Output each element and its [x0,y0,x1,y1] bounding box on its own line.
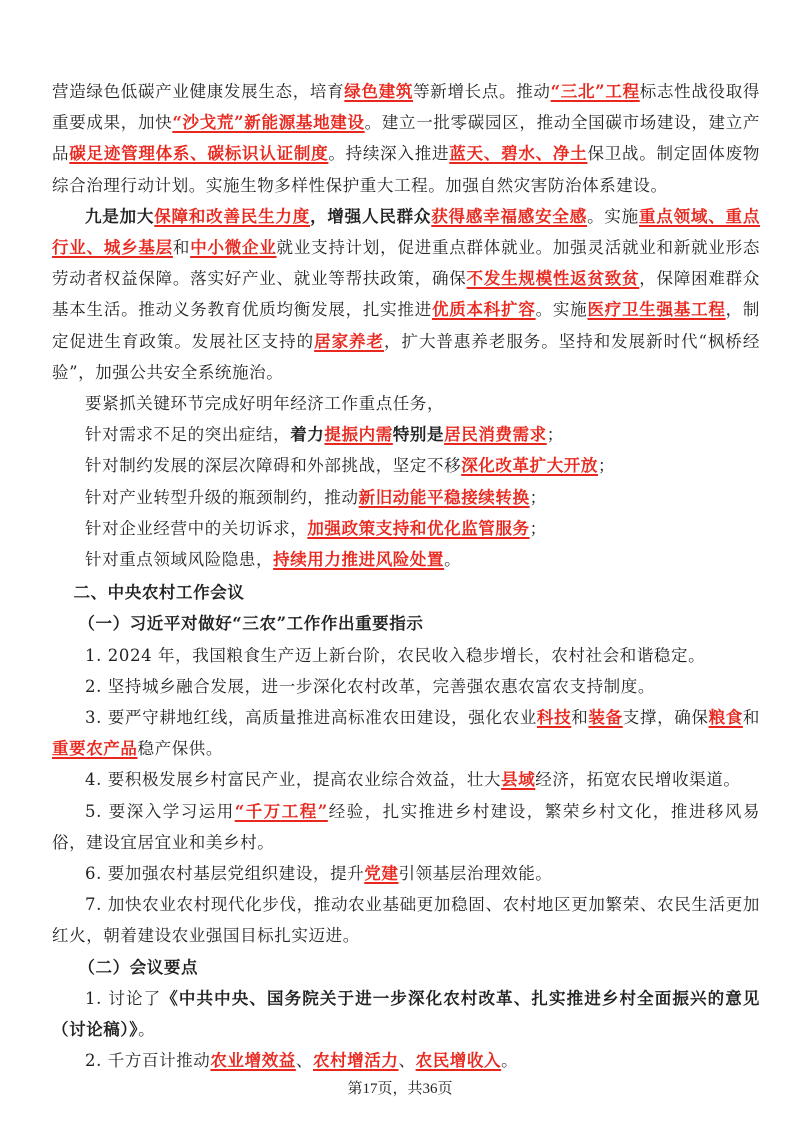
paragraph-reform-opening [52,450,760,481]
highlighted-phrase: 农民增收入 [415,1051,502,1071]
highlighted-phrase: 粮食 [708,708,743,728]
text-run: 。 [501,1051,519,1071]
highlighted-phrase: 医疗卫生强基工程 [587,300,726,320]
list-item [52,858,760,889]
text-run: ； [529,518,547,538]
text-run: 。持续深入推进 [328,144,450,164]
paragraph-enterprise-support [52,513,760,544]
text-run: 。实施 [587,206,639,226]
bold-phrase: 特别是 [392,425,445,445]
text-run: 经济，拓宽农民增收渠道。 [535,770,741,790]
highlighted-phrase: 装备 [588,708,623,728]
text-run: 。 [138,1020,156,1040]
text-run: 针对制约发展的深层次障碍和外部挑战，坚定不移 [85,456,462,476]
highlighted-phrase: 不发生规模性返贫致贫 [466,269,640,289]
list-item: 1. 2024 年，我国粮食生产迈上新台阶，农民收入稳步增长，农村社会和谐稳定。 [85,645,706,665]
text-run: 。 [444,550,462,570]
list-item [52,796,760,858]
highlighted-phrase: “沙戈荒”新能源基地建设 [172,113,365,133]
text-run: ，制定促进生育政策。发展社区支持的 [52,300,760,351]
text-run: 针对产业转型升级的瓶颈制约，推动 [85,487,359,507]
text-run: ，保障困难群众基本生活。推动义务教育优质均衡发展，扎实推进 [52,269,761,320]
highlighted-phrase: 科技 [536,708,572,728]
text-run: 5. 要深入学习运用 [85,801,235,821]
text-run: 标志性战役取得重要成果，加快 [52,82,761,133]
highlighted-phrase: 农村增活力 [313,1051,399,1071]
text-run: 和 [742,708,760,728]
text-run: 就业支持计划，促进重点群体就业。加强灵活就业和新就业形态劳动者权益保障。落实好产业、就业等帮扶政策，确保 [52,238,760,289]
subsection-heading-instructions: （一）习近平对做好“三农”工作作出重要指示 [78,614,424,634]
text-run: 支撑，确保 [622,708,709,728]
bold-phrase: ，增强人民群众 [310,206,432,226]
page-content [52,76,760,1077]
text-run: ； [598,456,616,476]
bold-phrase: 着力 [290,425,325,445]
highlighted-phrase: 加强政策支持和优化监管服务 [307,518,530,538]
highlighted-phrase: 碳足迹管理体系、碳标识认证制度 [69,144,329,164]
text-run: 和 [571,708,589,728]
text-run: 引领基层治理效能。 [398,864,553,884]
highlighted-phrase: 农业增效益 [210,1051,296,1071]
text-run: ，扩大普惠养老服务。坚持和发展新时代“枫桥经验”，加强公共安全系统施治。 [52,331,761,382]
text-run: 1. 讨论了 [85,988,162,1008]
highlighted-phrase: 重点领域、重点行业、城乡基层 [52,206,760,258]
text-run: 营造绿色低碳产业健康发展生态，培育 [52,82,345,101]
list-item [52,764,760,795]
paragraph-domestic-demand [52,419,760,450]
highlighted-phrase: 新旧动能平稳接续转换 [358,487,530,507]
subsection-heading-meeting-points: （二）会议要点 [78,957,199,977]
text-run: 、 [295,1051,313,1071]
text-run: 。建立一批零碳园区，推动全国碳市场建设，建立产品 [52,113,760,164]
paragraph-key-tasks-intro: 要紧抓关键环节完成好明年经济工作重点任务， [85,394,445,414]
highlighted-phrase: “三北”工程 [550,82,640,101]
highlighted-phrase: 居民消费需求 [444,425,547,445]
text-run: 和 [172,238,191,258]
highlighted-phrase: 党建 [364,864,399,884]
text-run: 经验，扎实推进乡村建设，繁荣乡村文化，推进移风易俗，建设宜居宜业和美乡村。 [52,801,760,852]
text-run: 。实施 [535,300,588,320]
highlighted-phrase: 深化改革扩大开放 [461,456,599,476]
highlighted-phrase: 县域 [501,770,536,790]
highlighted-phrase: 保障和改善民生力度 [154,206,311,226]
text-run: 等新增长点。推动 [413,82,551,101]
highlighted-phrase: 提振内需 [324,425,393,445]
paragraph-risk-handling [52,544,760,575]
bold-phrase: 九是加大 [85,206,155,226]
text-run: 、 [398,1051,416,1071]
text-run: 2. 千方百计推动 [85,1051,211,1071]
highlighted-phrase: 蓝天、碧水、净土 [449,144,588,164]
text-run: 6. 要加强农村基层党组织建设，提升 [85,864,365,884]
text-run: ； [546,425,564,445]
highlighted-phrase: 绿色建筑 [344,82,414,101]
section-heading-rural-conference: 二、中央农村工作会议 [73,583,245,603]
highlighted-phrase: 居家养老 [314,331,385,351]
list-item [52,983,760,1045]
highlighted-phrase: 获得感幸福感安全感 [431,206,588,226]
list-item [52,702,760,764]
text-run: ； [529,487,547,507]
page-number-footer: 第17页，共36页 [347,1081,453,1097]
highlighted-phrase: “千万工程” [234,801,328,821]
bold-phrase: 《中共中央、国务院关于进一步深化农村改革、扎实推进乡村全面振兴的意见（讨论稿）》 [52,988,760,1040]
highlighted-phrase: 重要农产品 [52,739,138,759]
paragraph-ecology [52,76,760,201]
text-run: 针对重点领域风险隐患， [85,550,274,570]
highlighted-phrase: 持续用力推进风险处置 [273,550,445,570]
text-run: 针对需求不足的突出症结， [85,425,291,445]
text-run: 保卫战。制定固体废物综合治理行动计划。实施生物多样性保护重大工程。加强自然灾害防治体系建设。 [52,144,760,195]
text-run: 3. 要严守耕地红线，高质量推进高标准农田建设，强化农业 [85,708,537,728]
text-run: 针对企业经营中的关切诉求， [85,518,308,538]
highlighted-phrase: 中小微企业 [190,238,277,258]
paragraph-livelihood [52,201,760,388]
list-item: 2. 坚持城乡融合发展，进一步深化农村改革，完善强农惠农富农支持制度。 [85,676,655,696]
text-run: 4. 要积极发展乡村富民产业，提高农业综合效益，壮大 [85,770,502,790]
text-run: 稳产保供。 [137,739,223,759]
paragraph-industry-transition [52,482,760,513]
list-item: 7. 加快农业农村现代化步伐，推动农业基础更加稳固、农村地区更加繁荣、农民生活更加红火，朝着建设农业强国目标扎实迈进。 [52,895,760,946]
list-item [52,1045,760,1076]
highlighted-phrase: 优质本科扩容 [431,300,536,320]
